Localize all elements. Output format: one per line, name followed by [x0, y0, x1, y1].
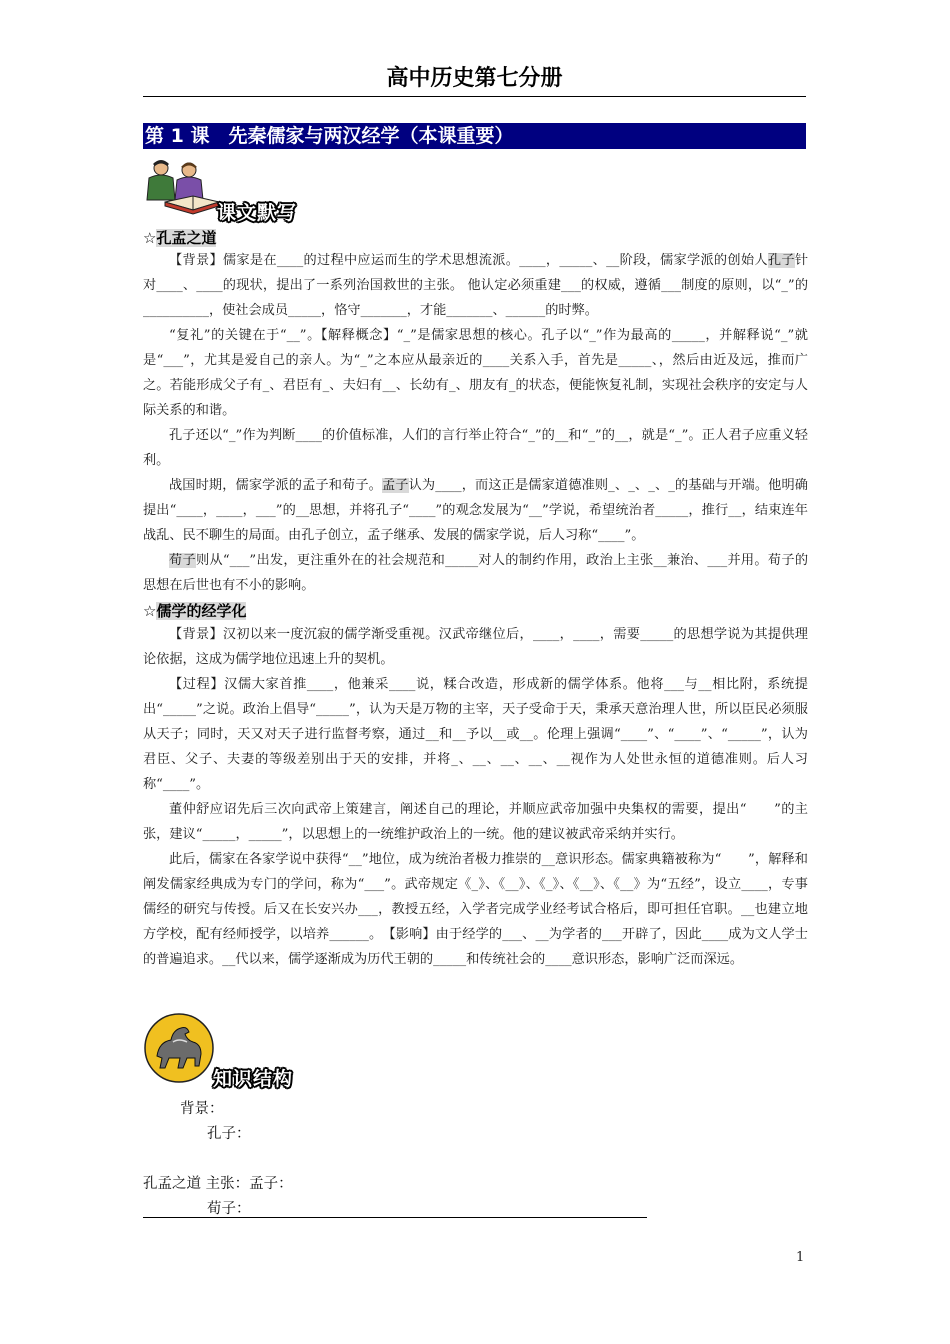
structure-main: 孔孟之道 主张：孟子： — [143, 1176, 293, 1192]
kongmeng-xunzi-paragraph: 荀子则从“___”出发，更注重外在的社会规范和_____对人的制约作用，政治上主张__兼治、___并用。荀子的思想在后世也有不小的影响。 — [143, 553, 809, 593]
structure-xunzi: 荀子： — [207, 1201, 251, 1217]
jingxue-dong-paragraph: 董仲舒应诏先后三次向武帝上策建言，阐述自己的理论，并顺应武帝加强中央集权的需要，提出“ ”的主张，建议“_____，_____”，以思想上的一统维护政治上的一统。他的建议被武帝采纳并实行。 — [143, 802, 808, 842]
topic-kongmeng-title — [143, 227, 216, 248]
structure-divider — [143, 1217, 647, 1218]
kongmeng-ren-paragraph: “复礼”的关键在于“__”。【解释概念】“_”是儒家思想的核心。孔子以“_”作为最高的_____，并解释说“_”就是“___”，尤其是爱自己的亲人。为“_”之本应从最亲近的____关系入手，首先是_____、，然后由近及远，推而广之。若能形成父子有_、君臣有_、夫妇有__、长幼有_、朋友有_的状态，便能恢复礼制，实现社会秩序的安定与人际关系的和谐。 — [143, 328, 808, 418]
star-icon: ☆ — [143, 602, 157, 620]
recite-section-label: 课文默写 — [217, 202, 298, 224]
lesson-title-bar: 第 1 课 先秦儒家与两汉经学（本课重要） — [143, 123, 806, 149]
horse-statue-icon — [143, 1012, 215, 1084]
page-number: 1 — [796, 1250, 805, 1265]
topic-kongmeng-text: 孔孟之道 — [156, 229, 217, 247]
page-title: 高中历史第七分册 — [143, 62, 806, 97]
topic-jingxue-title — [143, 600, 246, 621]
structure-section-label: 知识结构 — [213, 1068, 294, 1090]
readers-icon — [143, 156, 223, 218]
jingxue-influence-paragraph: 此后，儒家在各家学说中获得“__”地位，成为统治者极力推崇的__意识形态。儒家典籍被称为“ ”，解释和阐发儒家经典成为专门的学问，称为“___”。武帝规定《_》、《__》、《_》、《__》、《__》为“五经”，设立____，专事儒经的研究与传授。后又在长安兴办___，教授五经，入学者完成学业经考试合格后，即可担任官职。__也建立地方学校，配有经师授学，以培养______。 【影响】由于经学的___、__为学者的___开辟了，因此____成为文人学士的普遍追求。__代以来，儒学逐渐成为历代王朝的_____和传统社会的____意识形态，影响广泛而深远。 — [143, 852, 808, 967]
jingxue-process-paragraph: 【过程】汉儒大家首推____，他兼采____说，糅合改造，形成新的儒学体系。他将___与__相比附，系统提出“_____”之说。政治上倡导“_____”，认为天是万物的主宰，天子受命于天，秉承天意治理人世，所以臣民必须服从天子；同时，天又对天子进行监督考察，通过__和__予以__或__。伦理上强调“____”、“____”、“_____”，认为君臣、父子、夫妻的等级差别出于天的安排，并将_、__、__、__、__视作为人处世永恒的道德准则。后人习称“____”。 — [143, 677, 808, 792]
kongmeng-background-paragraph: 【背景】儒家是在____的过程中应运而生的学术思想流派。____，_____、__阶段，儒家学派的创始人孔子针对____、____的现状，提出了一系列治国救世的主张。 他认定必须重建___的权威，遵循___制度的原则，以“_”的__________，使社会成员_____，恪守_______，才能_______、______的时弊。 — [143, 253, 809, 318]
star-icon: ☆ — [143, 229, 157, 247]
kongmeng-mencius-paragraph: 战国时期，儒家学派的孟子和荀子。孟子认为____，而这正是儒家道德准则_、_、_、_的基础与开端。他明确提出“____，____，___”的__思想，并将孔子“____”的观念发展为“__”学说，希望统治者_____，推行__，结束连年战乱、民不聊生的局面。由孔子创立，孟子继承、发展的儒家学说，后人习称“____”。 — [143, 478, 808, 543]
structure-section-banner — [143, 1012, 323, 1092]
kongmeng-yi-paragraph: 孔子还以“_”作为判断____的价值标准，人们的言行举止符合“_”的__和“_”的__，就是“_”。正人君子应重义轻利。 — [143, 428, 808, 468]
structure-background: 背景： — [180, 1101, 224, 1117]
jingxue-background-paragraph: 【背景】汉初以来一度沉寂的儒学渐受重视。汉武帝继位后，____，____，需要_____的思想学说为其提供理论依据，这成为儒学地位迅速上升的契机。 — [143, 627, 808, 667]
structure-confucius: 孔子： — [207, 1126, 251, 1142]
recite-section-banner — [143, 156, 323, 226]
topic-jingxue-text: 儒学的经学化 — [156, 602, 247, 620]
